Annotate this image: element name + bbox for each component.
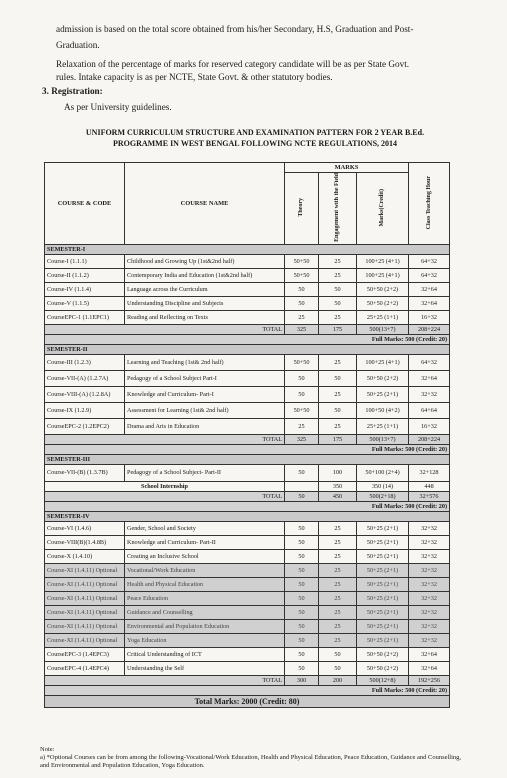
marks-cell: 32+32	[409, 633, 450, 647]
marks-cell: 50	[285, 535, 319, 549]
course-row	[45, 402, 450, 418]
course-code: Course-VI (1.4.6)	[45, 521, 125, 535]
course-row	[45, 386, 450, 402]
marks-cell: 50	[319, 402, 357, 418]
marks-cell: 25	[319, 254, 357, 268]
marks-cell: 50	[285, 282, 319, 296]
marks-cell: 50	[285, 591, 319, 605]
course-row	[45, 633, 450, 647]
marks-cell: 50	[285, 563, 319, 577]
marks-cell: 32+64	[409, 296, 450, 310]
marks-cell: 50+100 (2+4)	[357, 464, 409, 481]
marks-cell: 16+32	[409, 310, 450, 324]
course-code: Course-V (1.1.5)	[45, 296, 125, 310]
internship-row	[45, 481, 450, 491]
course-name: Peace Education	[125, 591, 285, 605]
total-row	[45, 324, 450, 334]
course-code: Course-VII-(A) (1.2.7A)	[45, 370, 125, 386]
table-cell: 300	[285, 675, 319, 685]
table-cell	[285, 481, 319, 491]
course-name: Understanding the Self	[125, 661, 285, 675]
marks-cell: 25	[319, 577, 357, 591]
course-row	[45, 296, 450, 310]
marks-cell: 25	[319, 619, 357, 633]
course-row	[45, 354, 450, 370]
course-code: Course-XI (1.4.11) Optional	[45, 563, 125, 577]
table-cell: 500(13+7)	[357, 434, 409, 444]
course-row	[45, 282, 450, 296]
marks-cell: 50	[285, 296, 319, 310]
header-engagement: Engagement with the Field	[319, 173, 357, 245]
note-text: a) *Optional Courses can be from among the following-Vocational/Work Education, Health and Physical Education, Peace Education, Guidance and Counselling, and Environmental and Population Education, Yoga Education.	[40, 754, 462, 769]
course-name: Pedagogy of a School Subject Part-I	[125, 370, 285, 386]
marks-cell: 50+50 (2+2)	[357, 370, 409, 386]
course-row	[45, 605, 450, 619]
header-marks: MARKS	[285, 163, 409, 173]
course-name: Language across the Curriculum	[125, 282, 285, 296]
table-title-1: UNIFORM CURRICULUM STRUCTURE AND EXAMINATION PATTERN FOR 2 YEAR B.Ed.	[85, 128, 425, 137]
marks-cell: 25	[319, 268, 357, 282]
semester-label: SEMESTER-III	[45, 454, 450, 464]
marks-cell: 32+64	[409, 661, 450, 675]
semester-label: SEMESTER-I	[45, 244, 450, 254]
semester-label: SEMESTER-IV	[45, 511, 450, 521]
course-name: Creating an Inclusive School	[125, 549, 285, 563]
registration-heading: 3. Registration:	[42, 86, 103, 96]
marks-cell: 50	[319, 296, 357, 310]
marks-cell: 50+50 (2+2)	[357, 296, 409, 310]
course-code: Course-X (1.4.10)	[45, 549, 125, 563]
marks-cell: 50	[319, 282, 357, 296]
header-row	[45, 163, 450, 173]
marks-cell: 32+32	[409, 535, 450, 549]
course-code: Course-VIII-(A) (1.2.8A)	[45, 386, 125, 402]
full-marks: Full Marks: 500 (Credit: 20)	[45, 685, 450, 695]
marks-cell: 50	[319, 370, 357, 386]
course-code: Course-XI (1.4.11) Optional	[45, 633, 125, 647]
marks-cell: 25	[319, 418, 357, 434]
table-body	[45, 244, 450, 707]
course-row	[45, 310, 450, 324]
course-code: Course-IV (1.1.4)	[45, 282, 125, 296]
marks-cell: 64+32	[409, 354, 450, 370]
course-name: Reading and Reflecting on Texts	[125, 310, 285, 324]
course-row	[45, 370, 450, 386]
note-heading: Note:	[40, 746, 55, 753]
marks-cell: 50+50	[285, 354, 319, 370]
table-cell: 350 (14)	[357, 481, 409, 491]
full-marks: Full Marks: 500 (Credit: 20)	[45, 444, 450, 454]
marks-cell: 50	[285, 521, 319, 535]
intro-line-4: rules. Intake capacity is as per NCTE, State Govt. & other statutory bodies.	[56, 72, 333, 82]
marks-cell: 25	[319, 521, 357, 535]
total-label: TOTAL	[45, 675, 285, 685]
marks-cell: 100+25 (4+1)	[357, 354, 409, 370]
note	[40, 746, 470, 770]
marks-cell: 50+50 (2+2)	[357, 282, 409, 296]
table-cell: 32+576	[409, 491, 450, 501]
marks-cell: 50+25 (2+1)	[357, 549, 409, 563]
semester-label: SEMESTER-II	[45, 344, 450, 354]
marks-cell: 64+32	[409, 268, 450, 282]
table-cell: 350	[319, 481, 357, 491]
table-cell: 500(12+8)	[357, 675, 409, 685]
table-cell: 325	[285, 324, 319, 334]
full-marks-row	[45, 685, 450, 695]
marks-cell: 50+25 (2+1)	[357, 633, 409, 647]
course-code: CourseEPC-4 (1.4EPC4)	[45, 661, 125, 675]
marks-cell: 100+25 (4+1)	[357, 254, 409, 268]
course-name: Pedagogy of a School Subject- Part-II	[125, 464, 285, 481]
marks-cell: 32+64	[409, 647, 450, 661]
course-code: CourseEPC-3 (1.4EPC3)	[45, 647, 125, 661]
marks-cell: 25+25 (1+1)	[357, 418, 409, 434]
marks-cell: 50+25 (2+1)	[357, 577, 409, 591]
course-row	[45, 577, 450, 591]
marks-cell: 32+32	[409, 386, 450, 402]
course-row	[45, 521, 450, 535]
marks-cell: 50+25 (2+1)	[357, 535, 409, 549]
total-row	[45, 491, 450, 501]
course-name: Health and Physical Education	[125, 577, 285, 591]
intro-line-2: Graduation.	[56, 40, 100, 50]
table-cell: 208+224	[409, 324, 450, 334]
marks-cell: 25	[319, 535, 357, 549]
full-marks-row	[45, 444, 450, 454]
header-credit: Marks(Credit)	[357, 173, 409, 245]
marks-cell: 32+64	[409, 370, 450, 386]
course-name: Learning and Teaching (1st& 2nd half)	[125, 354, 285, 370]
marks-cell: 50	[285, 619, 319, 633]
course-code: Course-XI (1.4.11) Optional	[45, 577, 125, 591]
course-code: Course-I (1.1.1)	[45, 254, 125, 268]
table-cell: 450	[319, 491, 357, 501]
marks-cell: 50	[285, 370, 319, 386]
semester-row	[45, 511, 450, 521]
course-row	[45, 418, 450, 434]
total-label: TOTAL	[45, 324, 285, 334]
course-row	[45, 464, 450, 481]
internship-label: School Internship	[45, 481, 285, 491]
course-code: Course-XI (1.4.11) Optional	[45, 619, 125, 633]
course-name: Assessment for Learning (1st& 2nd half)	[125, 402, 285, 418]
marks-cell: 32+32	[409, 619, 450, 633]
marks-cell: 50+50	[285, 402, 319, 418]
course-code: Course-VII-(B) (1.3.7B)	[45, 464, 125, 481]
table-title-2: PROGRAMME IN WEST BENGAL FOLLOWING NCTE REGULATIONS, 2014	[112, 139, 398, 148]
marks-cell: 16+32	[409, 418, 450, 434]
marks-cell: 50+25 (2+1)	[357, 521, 409, 535]
marks-cell: 50	[319, 661, 357, 675]
marks-cell: 32+32	[409, 591, 450, 605]
marks-cell: 25+25 (1+1)	[357, 310, 409, 324]
course-name: Vocational/Work Education	[125, 563, 285, 577]
marks-cell: 50+50 (2+2)	[357, 661, 409, 675]
marks-cell: 25	[319, 605, 357, 619]
intro-line-3: Relaxation of the percentage of marks for reserved category candidate will be as per State Govt.	[56, 59, 410, 69]
course-name: Contemporary India and Education (1st&2nd half)	[125, 268, 285, 282]
course-row	[45, 535, 450, 549]
course-row	[45, 619, 450, 633]
course-code: CourseEPC-2 (1.2EPC2)	[45, 418, 125, 434]
marks-cell: 25	[285, 418, 319, 434]
marks-cell: 50+25 (2+1)	[357, 619, 409, 633]
course-row	[45, 647, 450, 661]
marks-cell: 50+50	[285, 254, 319, 268]
marks-cell: 50+25 (2+1)	[357, 591, 409, 605]
course-row	[45, 549, 450, 563]
course-name: Environmental and Population Education	[125, 619, 285, 633]
course-name: Drama and Arts in Education	[125, 418, 285, 434]
marks-cell: 50	[285, 661, 319, 675]
course-code: CourseEPC-1 (1.1EPC1)	[45, 310, 125, 324]
course-code: Course-II (1.1.2)	[45, 268, 125, 282]
marks-cell: 100+25 (4+1)	[357, 268, 409, 282]
table-cell: 175	[319, 434, 357, 444]
marks-cell: 100+50 (4+2)	[357, 402, 409, 418]
marks-cell: 25	[319, 354, 357, 370]
marks-cell: 32+32	[409, 563, 450, 577]
total-label: TOTAL	[45, 434, 285, 444]
semester-row	[45, 244, 450, 254]
course-name: Yoga Education	[125, 633, 285, 647]
total-row	[45, 434, 450, 444]
course-name: Childhood and Growing Up (1st&2nd half)	[125, 254, 285, 268]
marks-cell: 50	[285, 549, 319, 563]
course-name: Knowledge and Curriculum- Part-II	[125, 535, 285, 549]
header-hour: Class Teaching Hour	[409, 163, 450, 245]
marks-cell: 50	[285, 386, 319, 402]
marks-cell: 64+32	[409, 254, 450, 268]
marks-cell: 25	[285, 310, 319, 324]
header-course-code: COURSE & CODE	[45, 163, 125, 245]
marks-cell: 25	[319, 386, 357, 402]
marks-cell: 50	[285, 633, 319, 647]
course-row	[45, 563, 450, 577]
table-cell: 325	[285, 434, 319, 444]
marks-cell: 50+50 (2+2)	[357, 647, 409, 661]
course-name: Understanding Discipline and Subjects	[125, 296, 285, 310]
marks-cell: 25	[319, 549, 357, 563]
table-cell: 192+256	[409, 675, 450, 685]
header-course-name: COURSE NAME	[125, 163, 285, 245]
table-cell: 50	[285, 491, 319, 501]
course-row	[45, 254, 450, 268]
marks-cell: 50	[319, 647, 357, 661]
marks-cell: 100	[319, 464, 357, 481]
marks-cell: 50+25 (2+1)	[357, 563, 409, 577]
marks-cell: 32+32	[409, 605, 450, 619]
course-name: Knowledge and Curriculum- Part-I	[125, 386, 285, 402]
table-cell: 175	[319, 324, 357, 334]
course-code: Course-IX (1.2.9)	[45, 402, 125, 418]
marks-cell: 50+50	[285, 268, 319, 282]
marks-cell: 25	[319, 633, 357, 647]
full-marks: Full Marks: 500 (Credit: 20)	[45, 334, 450, 344]
marks-cell: 50	[285, 464, 319, 481]
marks-cell: 25	[319, 563, 357, 577]
marks-cell: 32+32	[409, 549, 450, 563]
table-cell: 200	[319, 675, 357, 685]
grand-total: Total Marks: 2000 (Credit: 80)	[45, 695, 450, 707]
course-code: Course-III (1.2.3)	[45, 354, 125, 370]
marks-cell: 50+25 (2+1)	[357, 386, 409, 402]
course-name: Guidance and Counselling	[125, 605, 285, 619]
full-marks-row	[45, 334, 450, 344]
total-label: TOTAL	[45, 491, 285, 501]
marks-cell: 50	[285, 605, 319, 619]
course-code: Course-XI (1.4.11) Optional	[45, 591, 125, 605]
marks-cell: 32+128	[409, 464, 450, 481]
course-name: Gender, School and Society	[125, 521, 285, 535]
curriculum-table	[44, 162, 450, 708]
marks-cell: 50	[285, 577, 319, 591]
intro-line-1: admission is based on the total score obtained from his/her Secondary, H.S, Graduation and Post-	[56, 24, 414, 34]
marks-cell: 25	[319, 591, 357, 605]
semester-row	[45, 454, 450, 464]
registration-text: As per University guidelines.	[64, 102, 172, 112]
marks-cell: 32+64	[409, 282, 450, 296]
table-cell: 208+224	[409, 434, 450, 444]
header-theory: Theory	[285, 173, 319, 245]
grand-total-row	[45, 695, 450, 707]
course-row	[45, 268, 450, 282]
marks-cell: 64+64	[409, 402, 450, 418]
semester-row	[45, 344, 450, 354]
course-code: Course-VIII(B)(1.4.8B)	[45, 535, 125, 549]
marks-cell: 50+25 (2+1)	[357, 605, 409, 619]
total-row	[45, 675, 450, 685]
full-marks: Full Marks: 500 (Credit: 20)	[45, 501, 450, 511]
marks-cell: 50	[285, 647, 319, 661]
marks-cell: 32+32	[409, 577, 450, 591]
full-marks-row	[45, 501, 450, 511]
course-row	[45, 591, 450, 605]
table-cell: 448	[409, 481, 450, 491]
course-code: Course-XI (1.4.11) Optional	[45, 605, 125, 619]
table-cell: 500(2+18)	[357, 491, 409, 501]
course-name: Critical Understanding of ICT	[125, 647, 285, 661]
table-cell: 500(13+7)	[357, 324, 409, 334]
marks-cell: 25	[319, 310, 357, 324]
course-row	[45, 661, 450, 675]
marks-cell: 32+32	[409, 521, 450, 535]
